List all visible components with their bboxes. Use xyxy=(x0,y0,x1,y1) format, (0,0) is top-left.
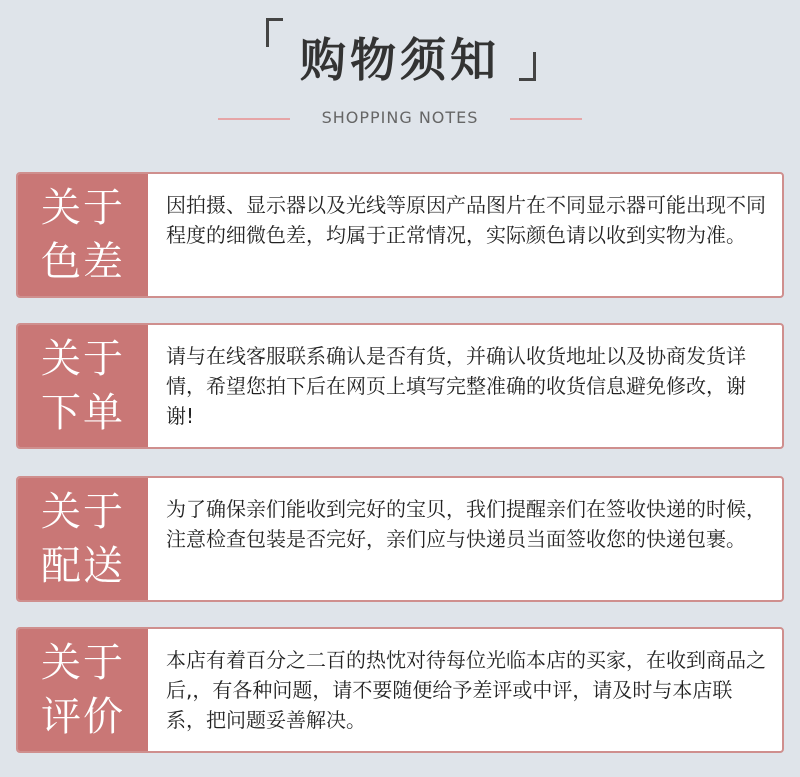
card-text: 本店有着百分之二百的热忱对待每位光临本店的买家，在收到商品之后,，有各种问题，请不要随便给予差评或中评，请及时与本店联系，把问题妥善解决。 xyxy=(166,648,766,732)
subtitle-row xyxy=(0,106,800,130)
card-text: 请与在线客服联系确认是否有货，并确认收货地址以及协商发货详情，希望您拍下后在网页上填写完整准确的收货信息避免修改，谢谢! xyxy=(166,344,746,428)
card-label-line2: 配送 xyxy=(41,543,125,589)
card-label-line1: 关于 xyxy=(41,185,125,231)
divider-left xyxy=(218,118,290,120)
card-label-line1: 关于 xyxy=(41,336,125,382)
card-text: 为了确保亲们能收到完好的宝贝，我们提醒亲们在签收快递的时候，注意检查包装是否完好，亲们应与快递员当面签收您的快递包裹。 xyxy=(166,497,766,551)
header xyxy=(0,0,800,150)
card-label xyxy=(18,174,148,296)
notice-card-color-difference xyxy=(16,172,784,298)
card-label-line1: 关于 xyxy=(41,489,125,535)
notice-card-review xyxy=(16,627,784,753)
notice-card-ordering xyxy=(16,323,784,449)
notice-card-delivery xyxy=(16,476,784,602)
card-text: 因拍摄、显示器以及光线等原因产品图片在不同显示器可能出现不同程度的细微色差，均属于正常情况，实际颜色请以收到实物为准。 xyxy=(166,193,766,247)
card-label xyxy=(18,629,148,751)
divider-right xyxy=(510,118,582,120)
bracket-right-decoration xyxy=(519,52,536,81)
card-label-line2: 色差 xyxy=(41,239,125,285)
card-label xyxy=(18,478,148,600)
card-label-line2: 下单 xyxy=(41,390,125,436)
card-label-line2: 评价 xyxy=(41,694,125,740)
page-title: 购物须知 xyxy=(300,33,500,87)
card-label-line1: 关于 xyxy=(41,640,125,686)
page-subtitle: SHOPPING NOTES xyxy=(321,108,479,127)
card-label xyxy=(18,325,148,447)
